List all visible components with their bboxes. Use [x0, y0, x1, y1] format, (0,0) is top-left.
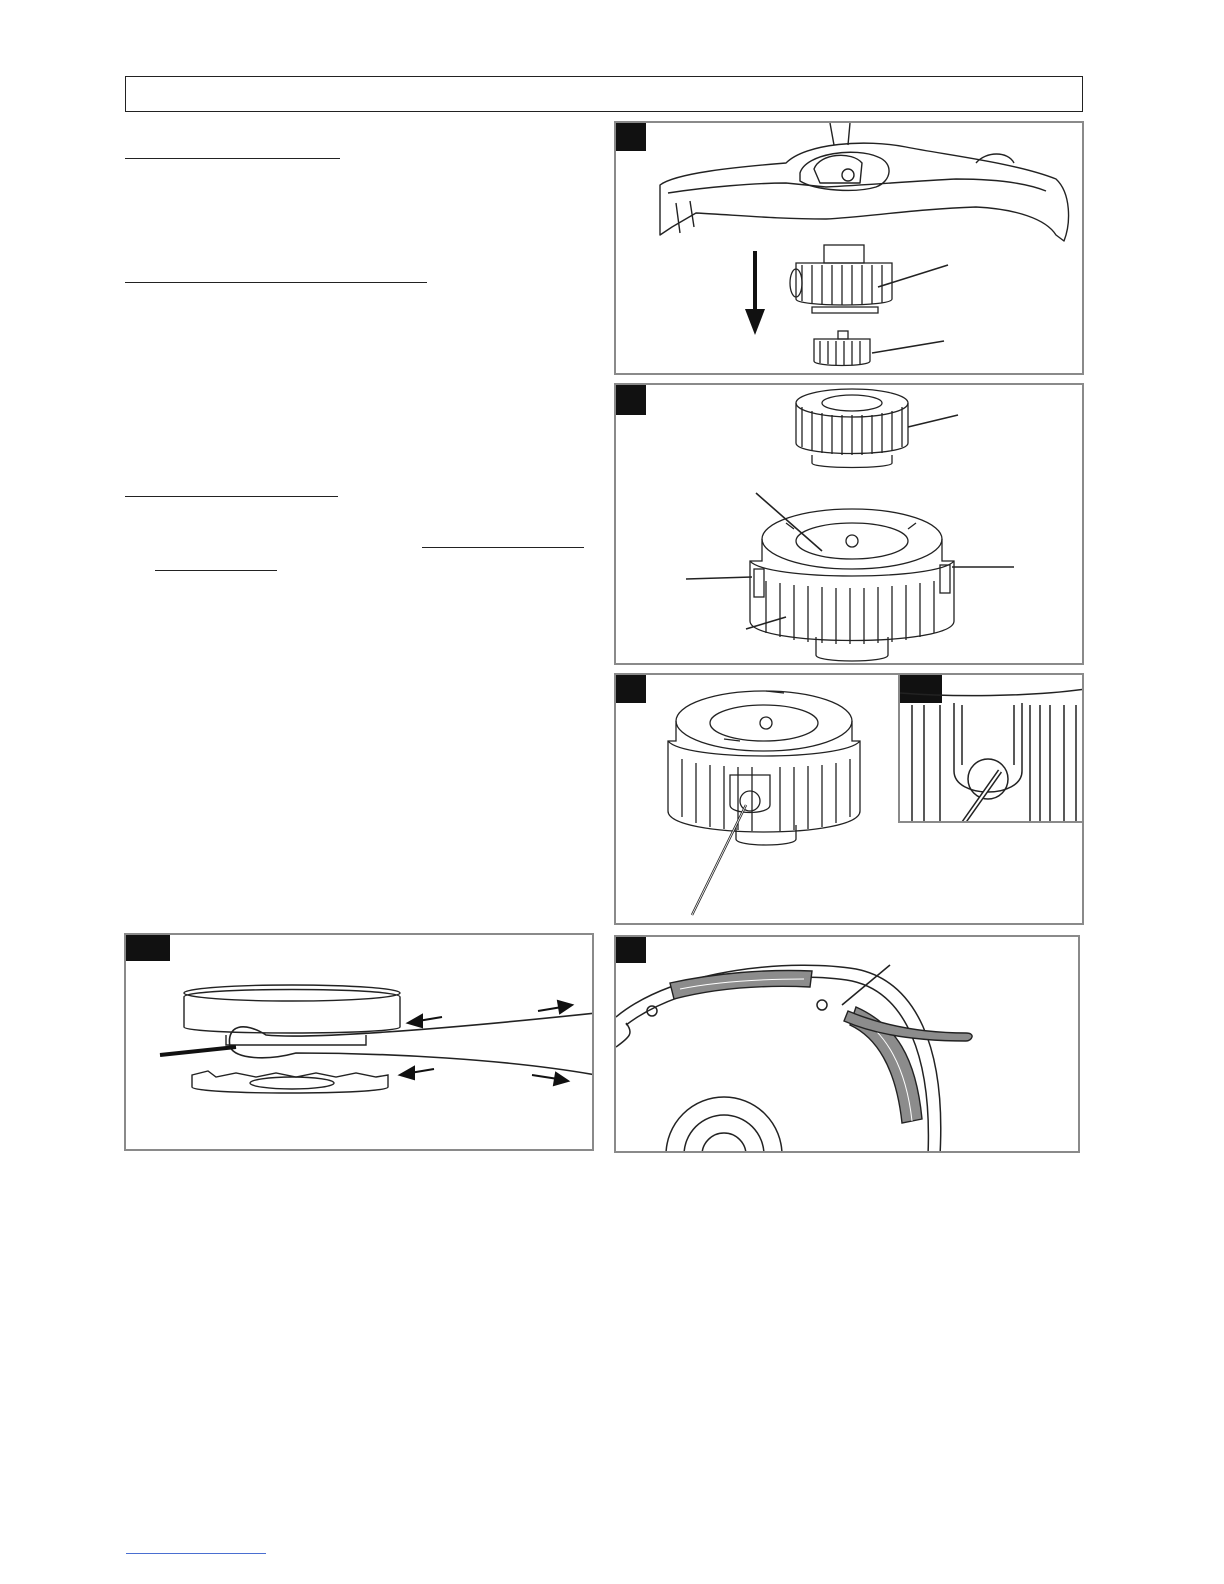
figure-1-panel	[614, 121, 1084, 375]
figure-4-illustration	[126, 935, 594, 1151]
figure-3-detail-panel	[898, 673, 1084, 823]
inline-link-rule-2	[155, 570, 277, 571]
figure-5-panel	[614, 935, 1080, 1153]
figure-5-illustration	[616, 937, 1080, 1153]
inline-link-rule-1	[422, 547, 584, 548]
figure-3-detail-illustration	[900, 675, 1084, 823]
figure-2-illustration	[616, 385, 1084, 665]
figure-4-panel	[124, 933, 594, 1151]
heading-rule-3	[125, 496, 338, 497]
figure-2-panel	[614, 383, 1084, 665]
section-header-bar	[125, 76, 1083, 112]
footer-link-rule[interactable]	[126, 1553, 266, 1554]
figure-1-illustration	[616, 123, 1084, 375]
heading-rule-2	[125, 282, 427, 283]
heading-rule-1	[125, 158, 340, 159]
